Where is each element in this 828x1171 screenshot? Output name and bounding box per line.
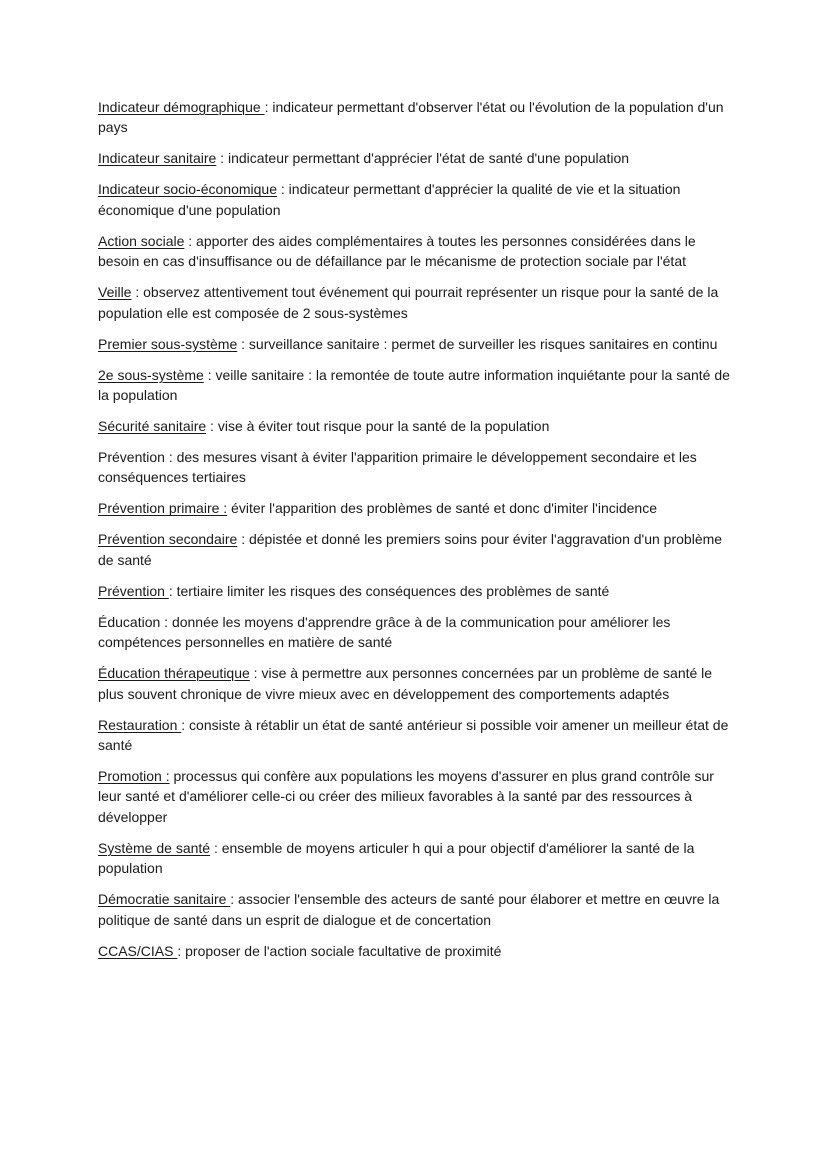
definition: : surveillance sanitaire : permet de surveiller les risques sanitaires en continu bbox=[237, 335, 718, 352]
glossary-entry-indicateur-socio-economique bbox=[98, 179, 734, 220]
term: Promotion : bbox=[98, 768, 170, 785]
term: Prévention primaire : bbox=[98, 500, 228, 517]
definition: : vise à éviter tout risque pour la santé de la population bbox=[206, 418, 550, 435]
glossary-entry-promotion bbox=[98, 766, 734, 827]
definition: : ensemble de moyens articuler h qui a pour objectif d'améliorer la santé de la population bbox=[98, 839, 695, 877]
definition: : dépistée et donné les premiers soins pour éviter l'aggravation d'un problème de santé bbox=[98, 531, 723, 568]
term: Premier sous-système bbox=[98, 335, 238, 352]
definition: : apporter des aides complémentaires à toutes les personnes considérées dans le besoin en cas d'insuffisance ou de défaillance par le mécanisme de protection sociale par l'état bbox=[98, 232, 696, 270]
definition: : des mesures visant à éviter l'apparition primaire le développement secondaire et les conséquences tertiaires bbox=[98, 449, 697, 486]
definition: : proposer de l'action sociale facultative de proximité bbox=[177, 942, 502, 959]
definition: : indicateur permettant d'observer l'état ou l'évolution de la population d'un pays bbox=[98, 99, 724, 136]
glossary-entry-veille bbox=[98, 282, 734, 323]
definition: : observez attentivement tout événement qui pourrait représenter un risque pour la santé de la population elle est composée de 2 sous-systèmes bbox=[98, 284, 719, 321]
term: Indicateur sanitaire bbox=[98, 150, 217, 167]
glossary-entry-prevention-tertiaire bbox=[98, 581, 734, 601]
glossary-entry-education bbox=[98, 612, 734, 653]
definition: : associer l'ensemble des acteurs de santé pour élaborer et mettre en œuvre la politique de santé dans un esprit de dialogue et de concertation bbox=[98, 891, 720, 928]
glossary-entry-premier-sous-systeme bbox=[98, 334, 734, 354]
definition: : vise à permettre aux personnes concernées par un problème de santé le plus souvent chronique de vivre mieux avec en développement des comportements adaptés bbox=[98, 665, 713, 702]
term: Démocratie sanitaire bbox=[98, 891, 231, 908]
term: Prévention bbox=[98, 449, 165, 466]
term: Sécurité sanitaire bbox=[98, 418, 207, 435]
term: Éducation thérapeutique bbox=[98, 665, 250, 682]
term: Action sociale bbox=[98, 232, 185, 249]
glossary-entry-indicateur-demographique bbox=[98, 97, 734, 138]
glossary-entry-ccas-cias bbox=[98, 941, 734, 961]
term: Prévention bbox=[98, 582, 169, 599]
definition: processus qui confère aux populations les moyens d'assurer en plus grand contrôle sur leur santé et d'améliorer celle-ci ou créer des milieux favorables à la santé par des ressources à développer bbox=[98, 768, 714, 825]
glossary-entry-action-sociale bbox=[98, 231, 734, 272]
glossary-entry-systeme-de-sante bbox=[98, 838, 734, 879]
definition: : tertiaire limiter les risques des conséquences des problèmes de santé bbox=[168, 582, 610, 599]
term: Indicateur socio-économique bbox=[98, 181, 277, 198]
definition: éviter l'apparition des problèmes de santé et donc d'imiter l'incidence bbox=[227, 500, 657, 517]
definition: : consiste à rétablir un état de santé antérieur si possible voir amener un meilleur état de santé bbox=[98, 716, 729, 754]
glossary-entry-2e-sous-systeme bbox=[98, 365, 734, 406]
term: Veille bbox=[98, 284, 132, 301]
definition: : indicateur permettant d'apprécier la qualité de vie et la situation économique d'une population bbox=[98, 181, 681, 218]
glossary-entry-prevention bbox=[98, 447, 734, 488]
definition: : indicateur permettant d'apprécier l'état de santé d'une population bbox=[216, 150, 630, 167]
term: Éducation bbox=[98, 613, 161, 630]
term: Prévention secondaire bbox=[98, 531, 238, 548]
term: Indicateur démographique bbox=[98, 99, 265, 115]
glossary-entry-education-therapeutique bbox=[98, 663, 734, 704]
term: Restauration bbox=[98, 716, 182, 733]
term: CCAS/CIAS bbox=[98, 942, 178, 959]
glossary-entry-restauration bbox=[98, 715, 734, 756]
definition: : veille sanitaire : la remontée de toute autre information inquiétante pour la santé de la population bbox=[98, 366, 730, 404]
definition: : donnée les moyens d'apprendre grâce à de la communication pour améliorer les compétences personnelles en matière de santé bbox=[98, 613, 671, 651]
glossary-entry-securite-sanitaire bbox=[98, 416, 734, 436]
glossary-entry-indicateur-sanitaire bbox=[98, 148, 734, 168]
glossary-entry-prevention-primaire bbox=[98, 498, 734, 518]
glossary-entry-prevention-secondaire bbox=[98, 529, 734, 570]
glossary-entry-democratie-sanitaire bbox=[98, 889, 734, 930]
term: 2e sous-système bbox=[98, 366, 204, 383]
term: Système de santé bbox=[98, 839, 211, 856]
document-page bbox=[98, 97, 734, 972]
